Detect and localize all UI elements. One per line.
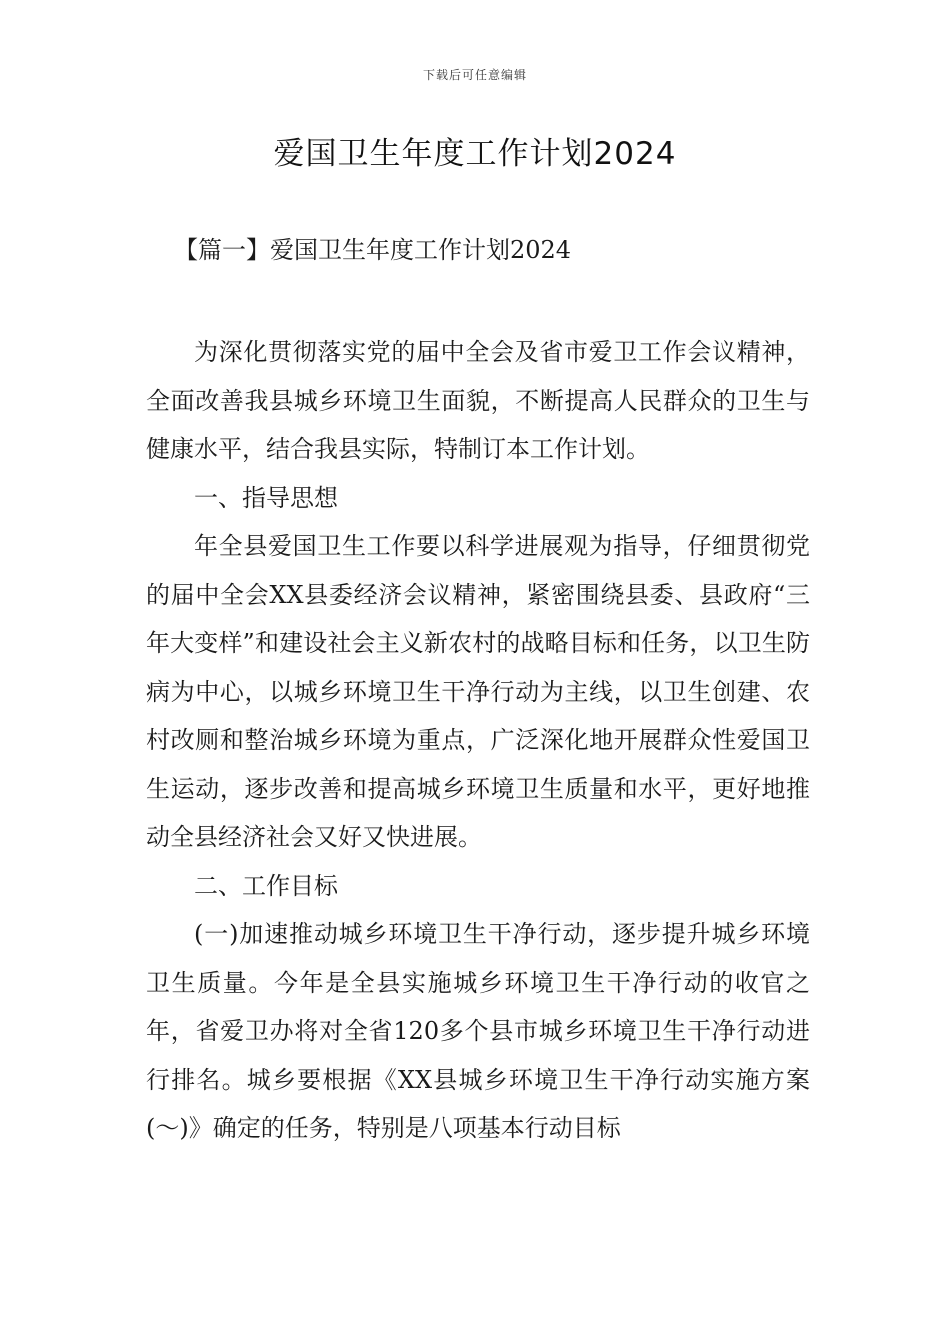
document-body	[146, 328, 810, 1153]
document-title: 爱国卫生年度工作计划2024	[273, 136, 677, 172]
section-heading: 【篇一】爱国卫生年度工作计划2024	[174, 236, 572, 264]
heading-work-goals: 二、工作目标	[194, 871, 338, 900]
heading-guiding-thought: 一、指导思想	[194, 483, 338, 512]
intro-paragraph: 为深化贯彻落实党的届中全会及省市爱卫工作会议精神，全面改善我县城乡环境卫生面貌，不断提高人民群众的卫生与健康水平，结合我县实际，特制订本工作计划。	[146, 338, 810, 463]
header-note: 下载后可任意编辑	[422, 68, 527, 82]
guiding-thought-paragraph: 年全县爱国卫生工作要以科学进展观为指导，仔细贯彻党的届中全会XX县委经济会议精神，紧密围绕县委、县政府“三年大变样”和建设社会主义新农村的战略目标和任务，以卫生防病为中心，以城乡环境卫生干净行动为主线，以卫生创建、农村改厕和整治城乡环境为重点，广泛深化地开展群众性爱国卫生运动，逐步改善和提高城乡环境卫生质量和水平，更好地推动全县经济社会又好又快进展。	[146, 532, 810, 851]
work-goals-paragraph: (一)加速推动城乡环境卫生干净行动，逐步提升城乡环境卫生质量。今年是全县实施城乡环境卫生干净行动的收官之年，省爱卫办将对全省120多个县市城乡环境卫生干净行动进行排名。城乡要根据《XX县城乡环境卫生干净行动实施方案(～)》确定的任务，特别是八项基本行动目标	[146, 920, 810, 1142]
